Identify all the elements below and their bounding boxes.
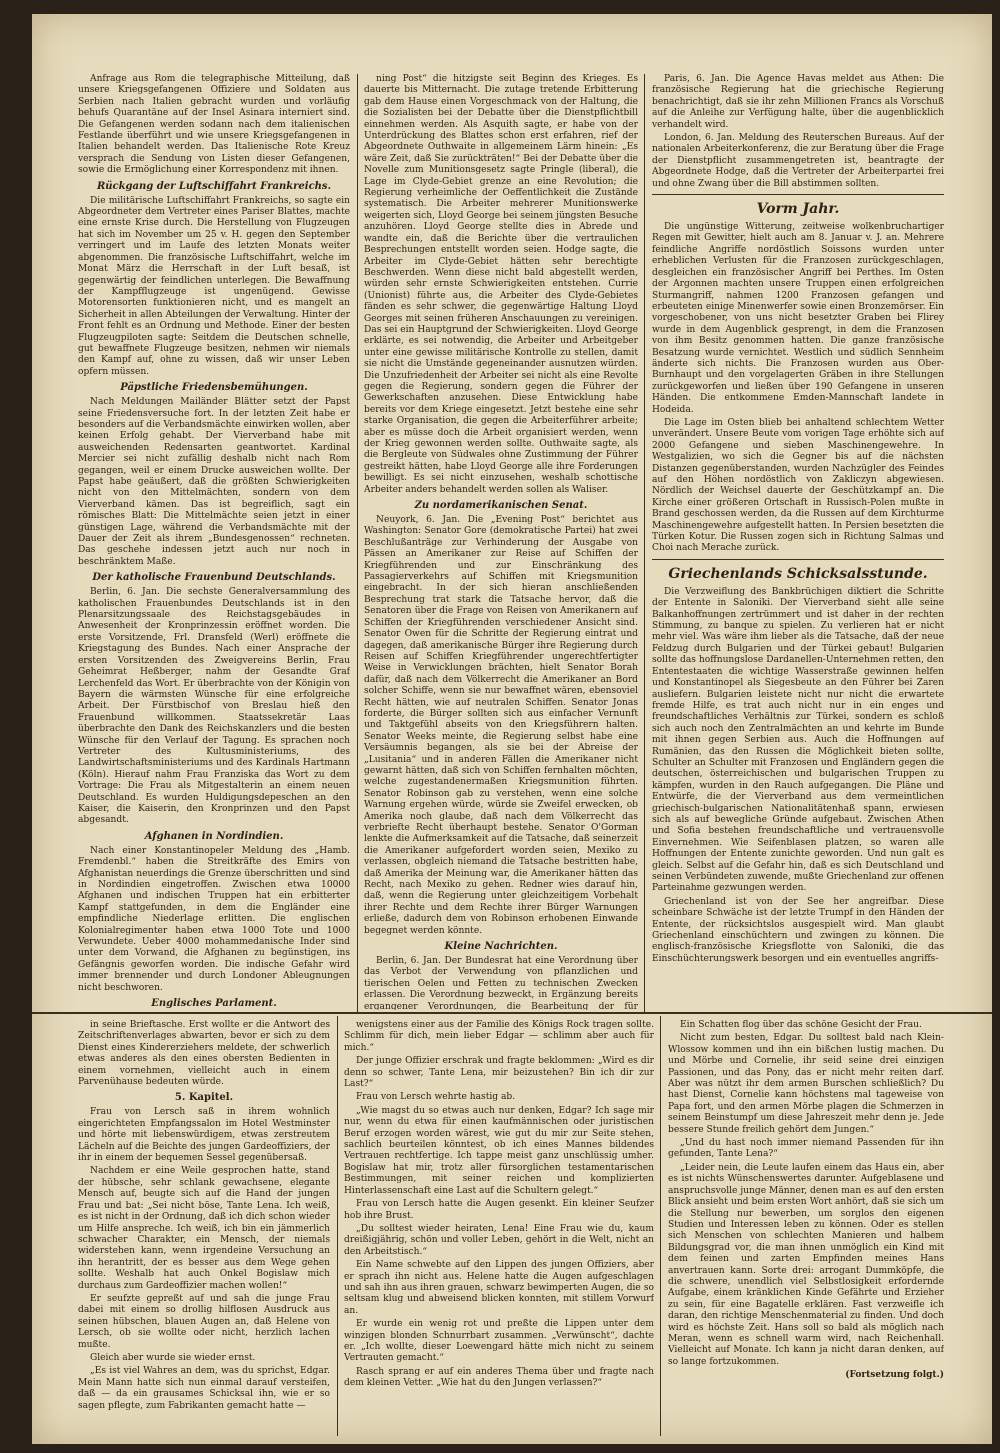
upper-column-3 xyxy=(652,74,944,1010)
column-rule-1 xyxy=(357,74,358,1014)
section-rule xyxy=(652,194,944,195)
story-paragraph: Gleich aber wurde sie wieder ernst. xyxy=(90,1352,256,1363)
feuilleton-column-3 xyxy=(668,1020,944,1436)
feuilleton-column-2 xyxy=(344,1020,654,1436)
article-paragraph: Die ungünstige Witterung, zeitweise wolkenbruchartiger Regen mit Gewitter, hielt auch am 8. Januar v. J. an. Mehrere feindliche Angriffe nordöstlich Soissons wurden unter erheblichen Verlusten für die Franzosen zurückgeschlagen, desgleichen ein französischer Angriff bei Perthes. Im Osten der Argonnen machten unsere Truppen einen erfolgreichen Sturmangriff, nahmen 1200 Franzosen gefangen und erbeuteten einige Minenwerfer sowie einen Bronzemörser. Ein vorgeschobener, von uns nicht besetzter Graben bei Flirey wurde in dem Augenblick gesprengt, in dem die Franzosen von ihm Besitz genommen hatten. Die ganze französische Besatzung wurde vernichtet. Westlich und südlich Sennheim änderte sich nichts. Die Franzosen wurden aus Ober-Burnhaupt und den vorgelagerten Gräben in ihre Stellungen zurückgeworfen und ließen über 190 Gefangene in unseren Händen. Die entkommene Emden-Mannschaft landete in Hodeida. xyxy=(652,222,944,415)
article-paragraph: Anfrage aus Rom die telegraphische Mitteilung, daß unsere Kriegsgefangenen Offiziere und Soldaten aus Serbien nach Italien gebracht wurden und vorläufig behufs Quarantäne auf der Insel Asinara interniert sind. Die Gefangenen werden sodann nach dem italienischen Festlande überführt und wie unsere Kriegsgefangenen in Italien behandelt werden. Das Italienische Rote Kreuz versprach die Sendung von Listen dieser Gefangenen, sowie die Ermöglichung einer Korrespondenz mit ihnen. xyxy=(78,74,350,176)
upper-column-1 xyxy=(78,74,350,1010)
article-heading: Zu nordamerikanischen Senat. xyxy=(414,500,588,512)
story-paragraph: Frau von Lersch hatte die Augen gesenkt. Ein kleiner Seufzer hob ihre Brust. xyxy=(344,1199,654,1221)
article-heading: Rückgang der Luftschiffahrt Frankreichs. xyxy=(96,180,332,192)
story-paragraph: „Leider nein, die Leute laufen einem das Haus ein, aber es ist nichts Wünschenswertes darunter. Aufgeblasene und anspruchsvolle junge Männer, denen man es auf den ersten Blick ansieht und beim ersten Wort anhört, daß sie sich um die Stellung nur bewerben, um sorglos den eigenen Studien und Interessen leben zu können. Oder es stellen sich Menschen von schlechten Manieren und halbem Bildungsgrad vor, die man ihnen unmöglich ein Kind mit dem feinen und zarten Empfinden meines Hans anvertrauen kann. Sorte drei: arrogant Dummköpfe, die die schwere, unendlich viel Selbstlosigkeit erfordernde Aufgabe, einem kränklichen Kinde Gefährte und Erzieher zu sein, für eine Bagatelle erklären. Fast verzweifle ich daran, den richtige Menschenmaterial zu finden. Und doch wird es höchste Zeit. Hans soll so bald als möglich nach Meran, wenn es schnell warm wird, nach Reichenhall. Vielleicht auf Monate. Ich kann ja nicht daran denken, auf so lange fortzukommen. xyxy=(668,1162,944,1367)
story-paragraph: Rasch sprang er auf ein anderes Thema über und fragte nach dem kleinen Vetter. „Wie hat du den Jungen verlassen?“ xyxy=(344,1366,654,1389)
article-paragraph: Die Lage im Osten blieb bei anhaltend schlechtem Wetter unverändert. Unsere Beute vom vorigen Tage erhöhte sich auf 2000 Gefangene und sieben Maschinengewehre. In Westgalizien, wo sich die Gegner bis auf die nächsten Distanzen gegenüberstanden, wurden Nachzügler des Feindes auf den Höhen nordöstlich von Zakliczyn abgewiesen. Nördlich der Weichsel dauerte der Geschützkampf an. Die Kirche einer größeren Ortschaft in Russisch-Polen mußte in Brand geschossen werden, da die Russen auf dem Kirchturme Maschinengewehre aufgestellt hatten. In Persien besetzten die Türken Kotur. Die Russen zogen sich in Richtung Salmas und Choi nach Merache zurück. xyxy=(652,417,944,554)
article-paragraph: Berlin, 6. Jan. Die sechste Generalversammlung des katholischen Frauenbundes Deutschlands ist in den Plenarsitzungssaale des Reichstagsgebäudes in Anwesenheit der Kronprinzessin eröffnet worden. Die erste Vorsitzende, Frl. Dransfeld (Werl) eröffnete die Kriegstagung des Bundes. Nach einer Ansprache der ersten Vorsitzenden des Zweigvereins Berlin, Frau Geheimrat Heßberger, nahm der Gesandte Graf Lerchenfeld das Wort. Er überbrachte von der Königin von Bayern die wärmsten Wünsche für eine erfolgreiche Arbeit. Der Fürstbischof von Breslau hieß den Frauenbund willkommen. Staatssekretär Laas überbrachte den Dank des Reichskanzlers und die besten Wünsche für den Verlauf der Tagung. Es sprachen noch Vertreter des Kultusministeriums, des Landwirtschaftsministeriums und des Kardinals Hartmann (Köln). Hierauf nahm Frau Franziska das Wort zu dem Vortrage: Die Frau als Mitgestalterin an einem neuen Deutschland. Es wurden Huldigungsdepeschen an den Kaiser, die Kaiserin, den Kronprinzen und den Papst abgesandt. xyxy=(78,587,350,826)
article-heading: Englisches Parlament. xyxy=(151,998,277,1010)
story-paragraph: Der junge Offizier erschrak und fragte beklommen: „Wird es dir denn so schwer, Tante Lena, mir beizustehen? Bin ich dir zur Last?“ xyxy=(344,1056,654,1090)
article-heading: Päpstliche Friedensbemühungen. xyxy=(120,382,308,394)
feuilleton-rule-1 xyxy=(337,1016,338,1436)
article-paragraph: ning Post“ die hitzigste seit Beginn des Krieges. Es dauerte bis Mitternacht. Die zutage tretende Erbitterung gab dem Hause einen Vorgeschmack von der Haltung, die die Sozialisten bei der Debatte über die Dienstpflichtbill einnehmen werden. Als Asquith sagte, er habe von der Unterdrückung des Blattes schon erst erfahren, rief der Abgeordnete Outhwaite in allgemeinem Lärm hinein: „Es wäre Zeit, daß Sie zurückträten!“ Bei der Debatte über die Novelle zum Munitionsgesetz sagte Pringle (liberal), die Lage im Clyde-Gebiet grenze an eine Revolution; die Regierung verheimliche der Oeffentlichkeit die Zustände systematisch. Die Arbeiter mehrerer Munitionswerke weigerten sich, Lloyd George bei seinem jüngsten Besuche anzuhören. Lloyd George stellte dies in Abrede und wandte ein, daß die Berichte über die vertraulichen Besprechungen entstellt worden seien. Hodge sagte, die Arbeiter im Clyde-Gebiet hätten sehr berechtigte Beschwerden. Wenn diese nicht bald abgestellt werden, würden sehr ernste Schwierigkeiten entstehen. Currie (Unionist) führte aus, die Arbeiter des Clyde-Gebietes fänden es sehr schwer, die gegenwärtige Haltung Lloyd Georges mit seinen früheren Anschauungen zu vereinigen. Das sei ein Hauptgrund der Schwierigkeiten. Lloyd George erklärte, es sei notwendig, die Arbeiter und Arbeitgeber unter eine gewisse militärische Kontrolle zu stellen, damit sie nicht die Umstände gegeneinander ausnutzen würden. Die Unzufriedenheit der Arbeiter sei nicht als eine Revolte gegen die Regierung, sondern gegen die Führer der Gewerkschaften anzusehen. Diese Entwicklung habe bereits vor dem Kriege eingesetzt. Jetzt bestehe eine sehr starke Organisation, die gegen die Arbeiterführer arbeite; aber es müsse doch die Arbeit organisiert werden, wenn der Krieg gewonnen werden sollte. Outhwaite sagte, als die Bergleute von Südwales ohne Zustimmung der Führer gestreikt hätten, habe Lloyd George alle ihre Forderungen bewilligt. Es sei nicht einzusehen, weshalb schottische Arbeiter anders behandelt werden sollen als Waliser. xyxy=(364,74,638,495)
section-heading: Vorm Jahr. xyxy=(756,201,840,218)
upper-column-2 xyxy=(364,74,638,1010)
article-paragraph: Paris, 6. Jan. Die Agence Havas meldet aus Athen: Die französische Regierung hat die griechische Regierung benachrichtigt, daß sie ihr zehn Millionen Francs als Vorschuß auf die Anleihe zur Verfügung halte, über die augenblicklich verhandelt wird. xyxy=(652,74,944,130)
column-rule-2 xyxy=(644,74,645,1014)
story-paragraph: wenigstens einer aus der Familie des Königs Rock tragen sollte. Schlimm für dich, mein lieber Edgar — schlimm aber auch für mich.“ xyxy=(344,1020,654,1053)
story-paragraph: Er seufzte gepreßt auf und sah die junge Frau dabei mit einem so drollig hilflosen Ausdruck aus seinen hübschen, blauen Augen an, daß Helene von Lersch, ob sie wollte oder nicht, herzlich lachen mußte. xyxy=(78,1293,330,1350)
article-paragraph: Die militärische Luftschiffahrt Frankreichs, so sagte ein Abgeordneter dem Vertreter eines Pariser Blattes, machte eine ernste Krise durch. Die Herstellung von Flugzeugen hat sich im November um 25 v. H. gegen den September verringert und im Laufe des letzten Monats weiter abgenommen. Die französische Luftschiffahrt, welche im Monat März die Herrschaft in der Luft besaß, ist gegenwärtig der feindlichen unterlegen. Die Bewaffnung der Kampfflugzeuge ist ungenügend. Gewisse Motorensorten funktionieren nicht, und es mangelt an Sicherheit in allen Abteilungen der Verwaltung. Hinter der Front fehlt es an Ordnung und Methode. Einer der besten Flugzeugpiloten sagte: Seitdem die Deutschen schnelle, gut bewaffnete Flugzeuge besitzen, nehmen wir niemals den Kampf auf, ohne zu wissen, daß wir unser Leben opfern müssen. xyxy=(78,195,350,377)
story-paragraph: Er wurde ein wenig rot und preßte die Lippen unter dem winzigen blonden Schnurrbart zusammen. „Verwünscht“, dachte er. „Ich wollte, dieser Loewengard hätte mich nicht zu seinem Vertrauten gemacht.“ xyxy=(344,1319,654,1364)
continuation-note: (Fortsetzung folgt.) xyxy=(845,1370,944,1381)
article-paragraph: London, 6. Jan. Meldung des Reuterschen Bureaus. Auf der nationalen Arbeiterkonferenz, die zur Beratung über die Frage der Dienstpflicht zusammengetreten ist, beantragte der Abgeordnete Hodge, daß die Vertreter der Arbeiterpartei frei und ohne Zwang über die Bill abstimmen sollten. xyxy=(652,133,944,189)
newspaper-page xyxy=(32,14,992,1444)
story-paragraph: Ein Name schwebte auf den Lippen des jungen Offiziers, aber er sprach ihn nicht aus. Helene hatte die Augen aufgeschlagen und sah ihn aus ihren grauen, schwarz bewimperten Augen, die so seltsam klug und abweisend blicken konnten, mit stillem Vorwurf an. xyxy=(344,1260,654,1316)
story-paragraph: Nachdem er eine Weile gesprochen hatte, stand der hübsche, sehr schlank gewachsene, elegante Mensch auf, beugte sich auf die Hand der jungen Frau und bat: „Sei nicht böse, Tante Lena. Ich weiß, es ist nicht in der Ordnung, daß ich dich schon wieder um Hilfe anspreche. Ich weiß, ich bin ein jämmerlich schwacher Charakter, ein Mensch, der niemals widerstehen kann, wenn irgendeine Versuchung an ihn herantritt, der es besser aus dem Wege gehen sollte. Weshalb hat auch Onkel Bogislaw mich durchaus zum Gardeoffizier machen wollen!“ xyxy=(78,1166,330,1291)
story-paragraph: „Und du hast noch immer niemand Passenden für ihn gefunden, Tante Lena?“ xyxy=(668,1138,944,1160)
article-paragraph: Griechenland ist von der See her angreifbar. Diese scheinbare Schwäche ist der letzte Trumpf in den Händen der Entente, der rücksichtslos ausgespielt wird. Man glaubt Griechenland einschüchtern und zwingen zu können. Die englisch-französische Kriegsflotte von Saloniki, die das Einschüchterungswerk besorgen und ein eventuelles angriffs- xyxy=(652,896,944,964)
feuilleton-rule-2 xyxy=(660,1016,661,1436)
article-heading: Der katholische Frauenbund Deutschlands. xyxy=(92,572,336,584)
story-paragraph: „Du solltest wieder heiraten, Lena! Eine Frau wie du, kaum dreißigjährig, schön und voller Leben, gehört in die Welt, nicht an den Arbeitstisch.“ xyxy=(344,1223,654,1257)
article-paragraph: Nach Meldungen Mailänder Blätter setzt der Papst seine Friedensversuche fort. In der letzten Zeit habe er besonders auf die Verbandsmächte einwirken wollen, aber keinen Erfolg gehabt. Der Vierverband habe mit ausweichenden Redensarten geantwortet. Kardinal Mercier sei nicht zufällig deshalb nicht nach Rom gegangen, weil er einem Drucke ausweichen wollte. Der Papst habe geäußert, daß die größten Schwierigkeiten nicht von den Mittelmächten, sondern von dem Vierverband kämen. Das ist begreiflich, sagt ein römisches Blatt: Die Mittelmächte seien jetzt in einer günstigen Lage, während die Verbandsmächte mit der Dauer der Zeit als ihrem „Bundesgenossen“ rechneten. Das geschehe indessen jetzt auch nur noch in beschränktem Maße. xyxy=(78,397,350,567)
section-rule xyxy=(652,559,944,560)
article-paragraph: Die Verzweiflung des Bankbrüchigen diktiert die Schritte der Entente in Saloniki. Der Vierverband sieht alle seine Balkanhoffnungen zertrümmert und ist daher in der rechten Stimmung, zu banque zu spielen. Zu verlieren hat er nicht mehr viel. Was wäre ihm lieber als die Tatsache, daß der neue Feldzug durch Bulgarien und der Türkei gebaut! Bulgarien sollte das hoffnungslose Dardanellen-Unternehmen retten, den Ententestaaten die wichtige Wasserstraße gewinnen helfen und Konstantinopel als Siegesbeute an den Führer bei Zaren ausliefern. Bulgarien leistete nicht nur nicht die erwartete fremde Hilfe, es trat auch nicht nur in ein enges und freundschaftliches Verhältnis zur Türkei, sondern es schloß sich auch noch den Zentralmächten an und kehrte im Bunde mit ihnen gegen Serbien aus. Auch die Hoffnungen auf Rumänien, das den Russen die Möglichkeit bieten sollte, Schulter an Schulter mit Franzosen und Engländern gegen die deutschen, österreichischen und bulgarischen Truppen zu kämpfen, wurden in den Rauch aufgegangen. Die Pläne und Entwürfe, die der Vierverband aus dem vermeintlichen griechisch-bulgarischen Nationalitätenhaß spann, erwiesen sich als auf bewegliche Gründe aufgebaut. Zwischen Athen und Sofia bestehen freundschaftliche und vertrauensvolle Einvernehmen. Wie Seifenblasen platzen, so waren alle Hoffnungen der Entente zunichte geworden. Und nun galt es gleich. Selbst auf die Gefahr hin, daß es sich Deutschland und seinen Verbündeten zuwende, mußte Griechenland zur offenen Parteinahme gezwungen werden. xyxy=(652,586,944,894)
article-paragraph: Neuyork, 6. Jan. Die „Evening Post“ berichtet aus Washington: Senator Gore (demokratische Partei) hat zwei Beschlußanträge zur Verhinderung der Ausgabe von Pässen an Amerikaner zur Reise auf Schiffen der Kriegführenden und zur Einschränkung des Passagierverkehrs auf Schiffen mit Kriegsmunition eingebracht. In der sich hieran anschließenden Besprechung trat stark die Tatsache hervor, daß die Senatoren über die Frage von Reisen von Amerikanern auf Schiffen der Kriegführenden verschiedener Ansicht sind. Senator Owen für die Schritte der Regierung eintrat und dagegen, daß amerikanische Bürger ihre Regierung durch Reisen auf Schiffen Kriegführender ungerechtfertigter Weise in Verwicklungen brächten, hielt Senator Borah dafür, daß nach dem Völkerrecht die Amerikaner an Bord solcher Schiffe, wenn sie nur bewaffnet wären, ebensoviel Recht hätten, wie auf neutralen Schiffen. Senator Jonas forderte, die Bürger sollten sich aus einfacher Vernunft und Taktgefühl abseits von den Kriegsführern halten. Senator Weeks meinte, die Regierung selbst habe eine Versäumnis begangen, als sie bei der Abreise der „Lusitania“ und in anderen Fällen die Amerikaner nicht gewarnt hätten, daß sich von Schiffen fernhalten möchten, welche zugestandenermaßen Kriegsmunition führten. Senator Robinson gab zu verstehen, wenn eine solche Warnung ergehen würde, würde sie Zweifel erwecken, ob Amerika noch glaube, daß nach dem Völkerrecht das verbriefte Recht überhaupt bestehe. Senator O'Gorman lenkte die Aufmerksamkeit auf die Tatsache, daß seinerzeit die Amerikaner aufgefordert worden seien, Mexiko zu verlassen, obgleich niemand die Tatsache bestritten habe, daß Amerika der Meinung war, die Amerikaner hätten das Recht, nach Mexiko zu gehen. Redner wies darauf hin, daß, wenn die Regierung unter gleichzeitigem Vorbehalt ihrer Rechte und dem Rechte ihrer Bürger Warnungen erließe, dadurch dem von Robinson erhobenen Einwande begegnet werden könnte. xyxy=(364,515,638,936)
story-paragraph: Frau von Lersch wehrte hastig ab. xyxy=(356,1092,516,1103)
story-paragraph: „Wie magst du so etwas auch nur denken, Edgar? Ich sage mir nur, wenn du etwa für einen kaufmännischen oder juristischen Beruf erzogen worden wärest, wie gut du mir zur Seite stehen, sachlich beurteilen könntest, ob ich eines Mannes bildendes Vertrauen rechtfertige. Ich tappe meist ganz unschlüssig umher. Bogislaw hat mir, trotz aller fürsorglichen testamentarischen Bestimmungen, mit seiner reichen und komplizierten Hinterlassenschaft eine Last auf die Schultern gelegt.“ xyxy=(344,1105,654,1196)
article-heading: Afghanen in Nordindien. xyxy=(144,830,284,842)
article-paragraph: Berlin, 6. Jan. Der Bundesrat hat eine Verordnung über das Verbot der Verwendung von pflanzlichen und tierischen Oelen und Fetten zu technischen Zwecken erlassen. Die Verordnung bezweckt, in Ergänzung bereits ergangener Verordnungen, die Bearbeitung der für xyxy=(364,956,638,1010)
feuilleton-column-1 xyxy=(78,1020,330,1436)
article-heading: Kleine Nachrichten. xyxy=(444,941,558,953)
article-paragraph: Nach einer Konstantinopeler Meldung des „Hamb. Fremdenbl.“ haben die Streitkräfte des Emirs von Afghanistan neuerdings die Grenze überschritten und sind in Nordindien eingetroffen. Zwischen etwa 10000 Afghanen und indischen Truppen hat ein erbitterter Kampf stattgefunden, in dem die Engländer eine empfindliche Niederlage erlitten. Die englischen Kolonialregimenter haben etwa 1000 Tote und 1000 Verwundete. Ueber 4000 mohammedanische Inder sind unter dem Vorwand, die Afghanen zu begünstigen, ins Gefängnis geworfen worden. Die indische Gefahr wird immer brennender und durch Londoner Ableugnungen nicht beschworen. xyxy=(78,845,350,993)
story-paragraph: in seine Brieftasche. Erst wollte er die Antwort des Zeitschriftenverlages abwarten, bevor er sich zu dem Dienst eines Kindererziehers meldete, der schwerlich etwas anderes als den eines obersten Bedienten in einem vornehmen, vielleicht auch in einem Parvenühause bedeuten würde. xyxy=(78,1020,330,1088)
story-paragraph: Nicht zum besten, Edgar. Du solltest bald nach Klein-Wlossow kommen und ihn ein bißchen lustig machen. Du und Mörbe und Cornelie, ihr seid seine drei einzigen Passionen, und das Pony, das er nicht mehr reiten darf. Aber was nützt ihr dem armen Burschen schließlich? Du hast Dienst, Cornelie kann höchstens mal tageweise von Papa fort, und den armen Mörbe plagen die Schmerzen in seinem Beinstumpf um diese Jahreszeit mehr denn je. Jede bessere Stunde freilich gehört dem Jungen.“ xyxy=(668,1033,944,1135)
story-paragraph: „Es ist viel Wahres an dem, was du sprichst, Edgar. Mein Mann hatte sich nun einmal darauf versteifen, daß — da ein grausames Schicksal ihn, wie er so sagen pflegte, zum Fabrikanten gemacht hatte — xyxy=(78,1366,330,1411)
section-heading: Griechenlands Schicksalsstunde. xyxy=(668,565,928,582)
chapter-heading: 5. Kapitel. xyxy=(174,1092,234,1104)
section-divider-rule xyxy=(32,1012,992,1014)
story-paragraph: Frau von Lersch saß in ihrem wohnlich eingerichteten Empfangssalon im Hotel Westminster und hörte mit liebenswürdigem, etwas zerstreutem Lächeln auf die Beichte des jungen Gardeoffiziers, der ihr in einem der bequemen Sessel gegenübersaß. xyxy=(78,1107,330,1164)
story-paragraph: Ein Schatten flog über das schöne Gesicht der Frau. xyxy=(680,1020,922,1030)
